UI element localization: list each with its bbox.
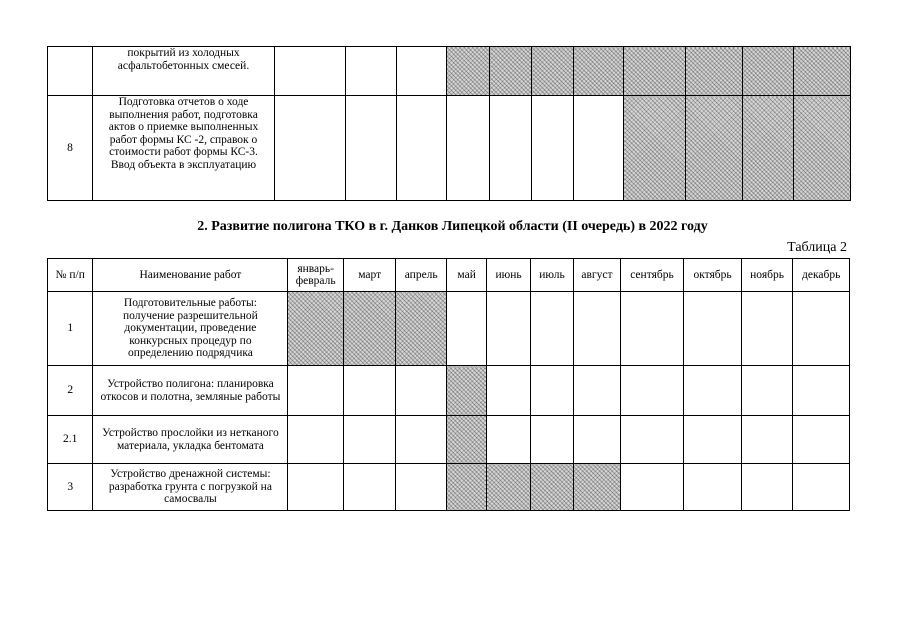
column-header: май xyxy=(446,259,486,292)
scheduled-period-cell xyxy=(794,96,851,201)
unscheduled-month-cell xyxy=(741,292,793,366)
table-number-label: Таблица 2 xyxy=(787,240,847,255)
unscheduled-period-cell xyxy=(397,47,447,96)
unscheduled-month-cell xyxy=(574,416,620,464)
table-row xyxy=(48,366,850,416)
unscheduled-month-cell xyxy=(741,416,793,464)
unscheduled-month-cell xyxy=(343,366,396,416)
unscheduled-month-cell xyxy=(343,416,396,464)
section-heading: 2. Развитие полигона ТКО в г. Данков Липецкой области (II очередь) в 2022 году xyxy=(197,219,708,234)
column-header: июль xyxy=(530,259,573,292)
unscheduled-month-cell xyxy=(620,416,684,464)
column-header: апрель xyxy=(396,259,447,292)
unscheduled-month-cell xyxy=(396,464,447,511)
scheduled-month-cell xyxy=(530,464,573,511)
column-header: Наименование работ xyxy=(93,259,288,292)
column-header: сентябрь xyxy=(620,259,684,292)
table-row xyxy=(48,464,850,511)
work-name-cell: Устройство прослойки из нетканого материала, укладка бентомата xyxy=(93,416,288,464)
column-header: август xyxy=(574,259,620,292)
unscheduled-month-cell xyxy=(487,366,530,416)
unscheduled-month-cell xyxy=(288,464,344,511)
scheduled-period-cell xyxy=(532,47,574,96)
scheduled-period-cell xyxy=(686,47,743,96)
scheduled-period-cell xyxy=(686,96,743,201)
column-header: № п/п xyxy=(48,259,93,292)
scheduled-period-cell xyxy=(574,47,624,96)
unscheduled-month-cell xyxy=(487,292,530,366)
work-name-cell: Устройство полигона: планировка откосов и полотна, земляные работы xyxy=(93,366,288,416)
scheduled-month-cell xyxy=(574,464,620,511)
row-number-cell: 8 xyxy=(48,96,93,201)
empty-cell xyxy=(275,47,346,96)
unscheduled-month-cell xyxy=(530,366,573,416)
unscheduled-month-cell xyxy=(530,416,573,464)
work-name-cell: Подготовительные работы: получение разрешительной документации, проведение конкурсных процедур по определению подрядчика xyxy=(93,292,288,366)
unscheduled-month-cell xyxy=(530,292,573,366)
unscheduled-month-cell xyxy=(620,366,684,416)
unscheduled-month-cell xyxy=(793,366,850,416)
table-row xyxy=(48,96,851,201)
unscheduled-period-cell xyxy=(346,47,397,96)
schedule-table-1-continuation xyxy=(47,46,851,201)
scheduled-period-cell xyxy=(624,47,686,96)
unscheduled-month-cell xyxy=(793,416,850,464)
unscheduled-month-cell xyxy=(396,366,447,416)
row-number-cell: 2.1 xyxy=(48,416,93,464)
table-row xyxy=(48,47,851,96)
scheduled-period-cell xyxy=(743,47,794,96)
unscheduled-month-cell xyxy=(741,464,793,511)
unscheduled-month-cell xyxy=(684,292,742,366)
column-header: ноябрь xyxy=(741,259,793,292)
unscheduled-month-cell xyxy=(574,366,620,416)
unscheduled-month-cell xyxy=(487,416,530,464)
unscheduled-month-cell xyxy=(396,416,447,464)
scheduled-month-cell xyxy=(288,292,344,366)
row-number-cell: 1 xyxy=(48,292,93,366)
scheduled-period-cell xyxy=(624,96,686,201)
row-number-cell xyxy=(48,47,93,96)
scheduled-period-cell xyxy=(490,47,532,96)
empty-cell xyxy=(275,96,346,201)
unscheduled-month-cell xyxy=(343,464,396,511)
unscheduled-period-cell xyxy=(346,96,397,201)
column-header: июнь xyxy=(487,259,530,292)
work-name-cell: Устройство дренажной системы: разработка грунта с погрузкой на самосвалы xyxy=(93,464,288,511)
unscheduled-month-cell xyxy=(288,416,344,464)
unscheduled-month-cell xyxy=(620,464,684,511)
scheduled-month-cell xyxy=(446,464,486,511)
unscheduled-period-cell xyxy=(490,96,532,201)
scheduled-month-cell xyxy=(446,366,486,416)
table-header-row xyxy=(48,259,850,292)
unscheduled-month-cell xyxy=(684,464,742,511)
scheduled-month-cell xyxy=(343,292,396,366)
row-number-cell: 2 xyxy=(48,366,93,416)
table-row xyxy=(48,292,850,366)
unscheduled-period-cell xyxy=(447,96,490,201)
column-header: январь-февраль xyxy=(288,259,344,292)
column-header: октябрь xyxy=(684,259,742,292)
row-number-cell: 3 xyxy=(48,464,93,511)
column-header: март xyxy=(343,259,396,292)
unscheduled-month-cell xyxy=(574,292,620,366)
scheduled-month-cell xyxy=(487,464,530,511)
unscheduled-month-cell xyxy=(741,366,793,416)
scheduled-period-cell xyxy=(743,96,794,201)
column-header: декабрь xyxy=(793,259,850,292)
unscheduled-month-cell xyxy=(620,292,684,366)
table-row xyxy=(48,416,850,464)
scheduled-month-cell xyxy=(446,416,486,464)
scheduled-period-cell xyxy=(447,47,490,96)
work-name-cell: покрытий из холодных асфальтобетонных смесей. xyxy=(93,47,275,96)
unscheduled-period-cell xyxy=(532,96,574,201)
unscheduled-period-cell xyxy=(397,96,447,201)
schedule-table-2 xyxy=(47,258,850,511)
scheduled-month-cell xyxy=(396,292,447,366)
unscheduled-month-cell xyxy=(684,366,742,416)
unscheduled-month-cell xyxy=(793,464,850,511)
unscheduled-month-cell xyxy=(793,292,850,366)
unscheduled-month-cell xyxy=(446,292,486,366)
unscheduled-period-cell xyxy=(574,96,624,201)
unscheduled-month-cell xyxy=(288,366,344,416)
work-name-cell: Подготовка отчетов о ходе выполнения работ, подготовка актов о приемке выполненных работ формы КС -2, справок о стоимости работ формы КС-3. Ввод объекта в эксплуатацию xyxy=(93,96,275,201)
scheduled-period-cell xyxy=(794,47,851,96)
unscheduled-month-cell xyxy=(684,416,742,464)
